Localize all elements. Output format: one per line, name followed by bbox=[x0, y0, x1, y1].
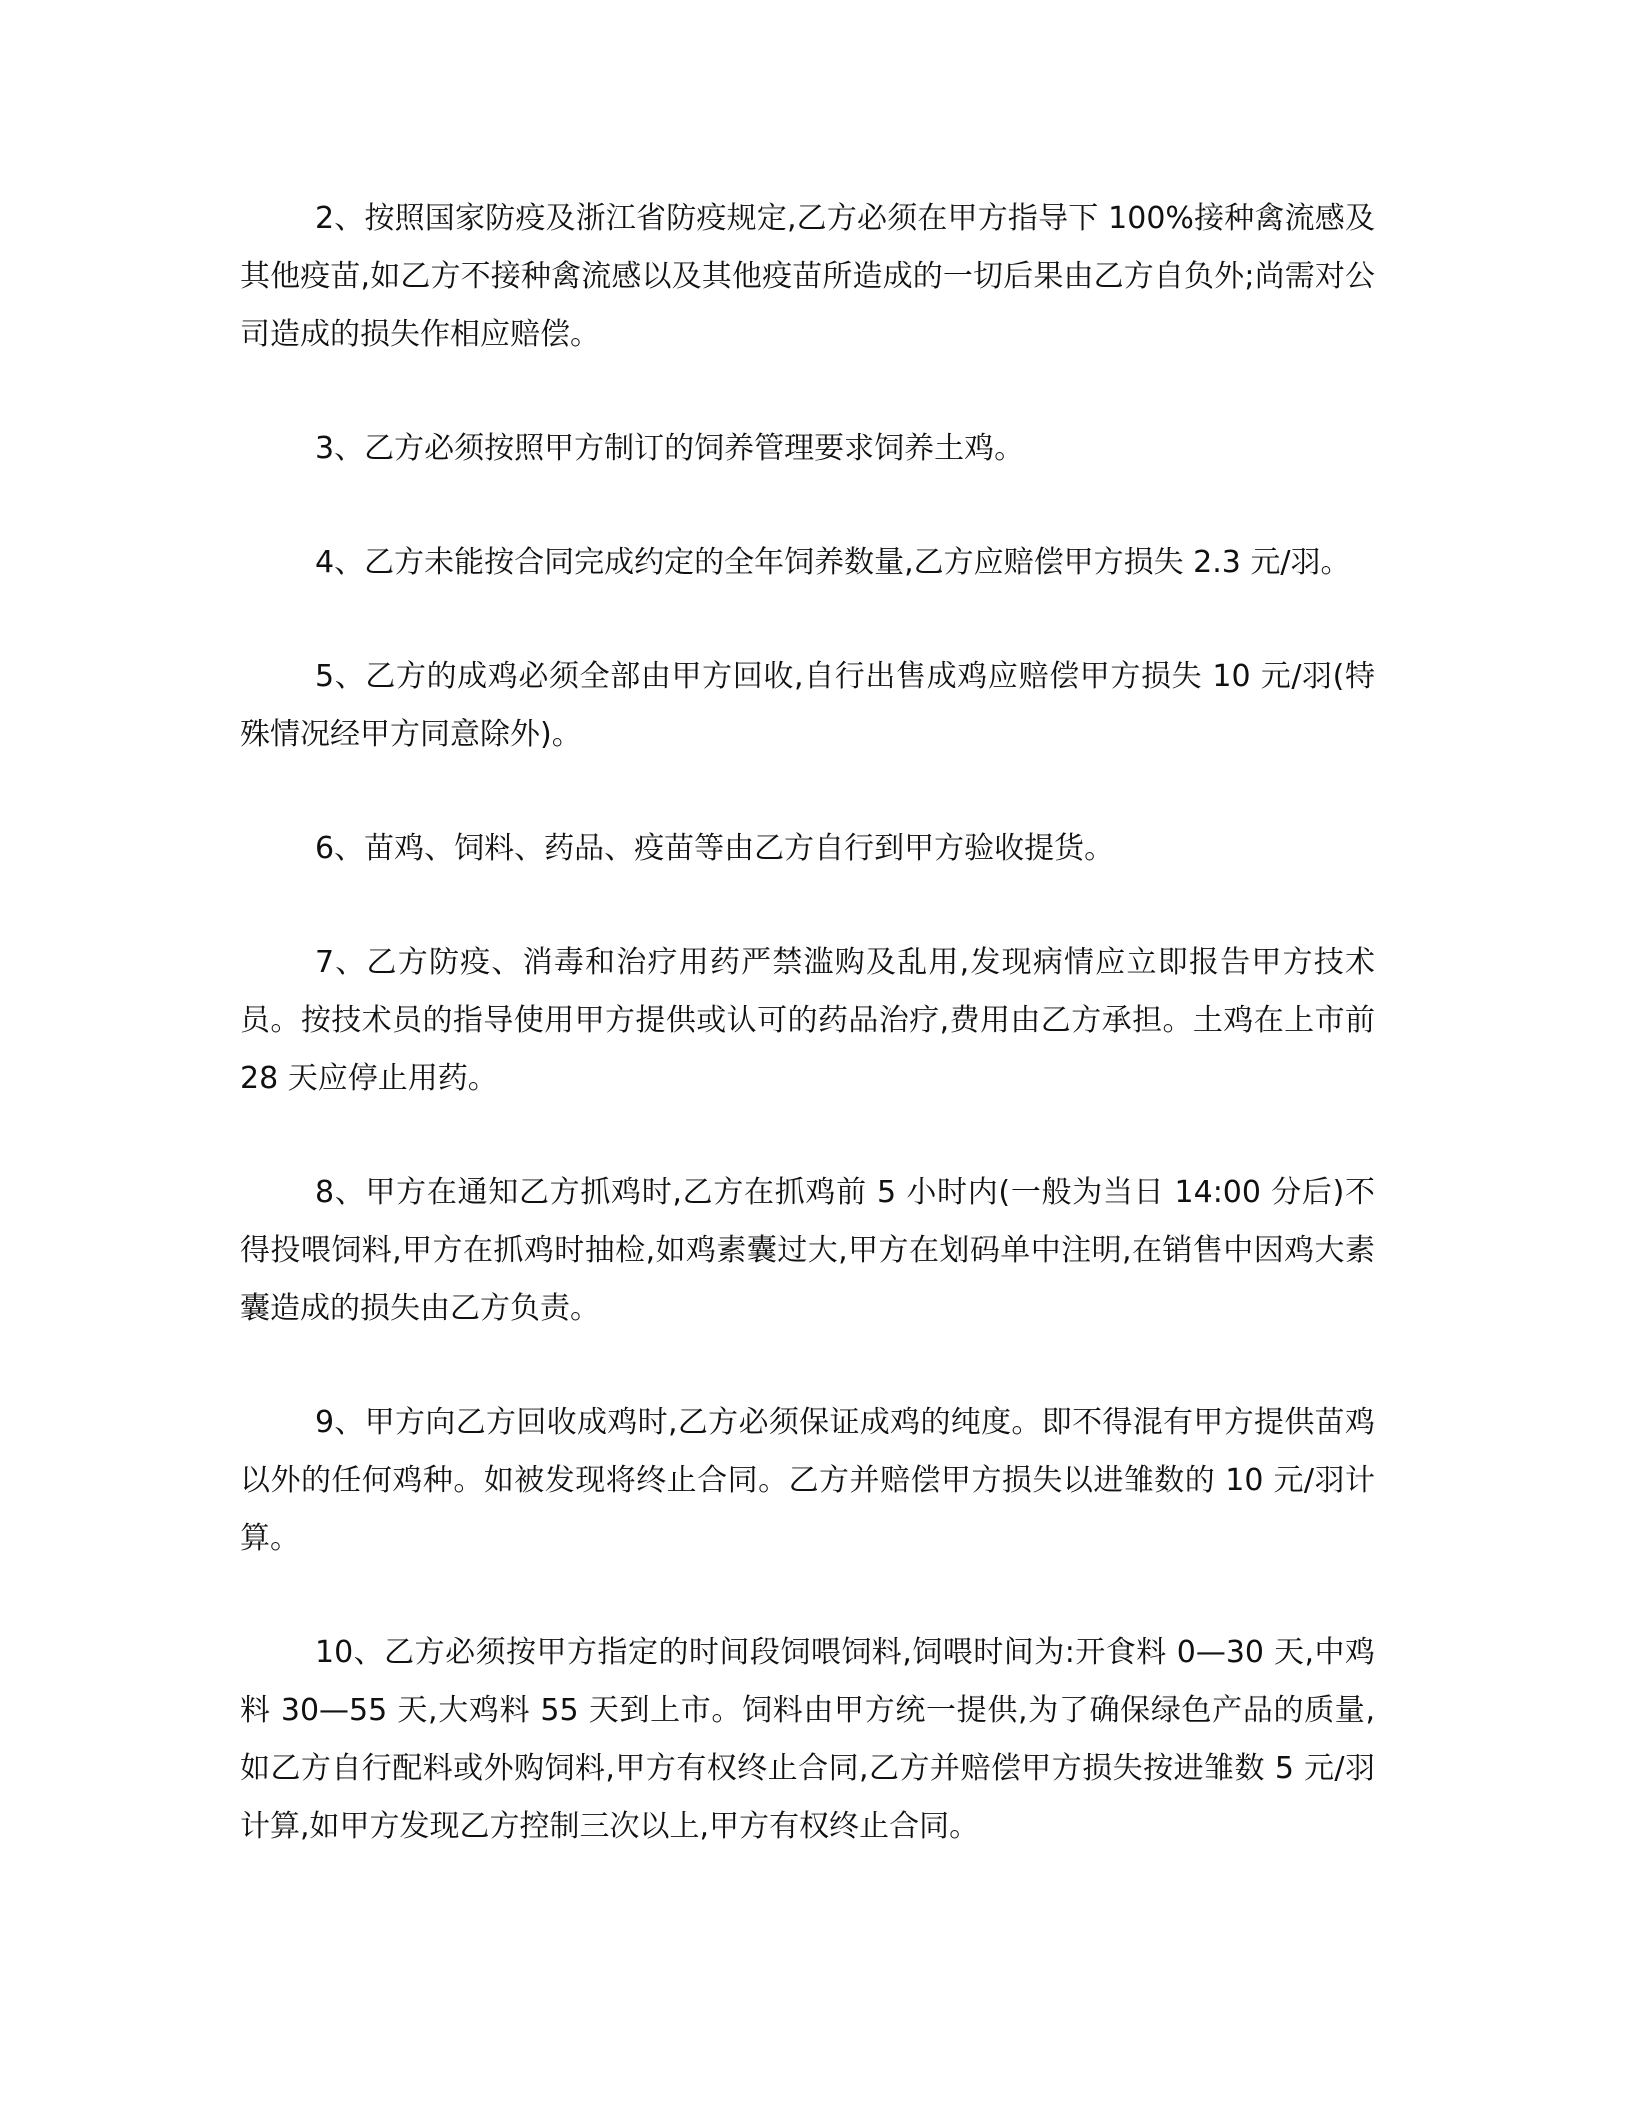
clause-4: 4、乙方未能按合同完成约定的全年饲养数量,乙方应赔偿甲方损失 2.3 元/羽。 bbox=[315, 545, 1351, 580]
document-body bbox=[240, 190, 1375, 1912]
clause-5: 5、乙方的成鸡必须全部由甲方回收,自行出售成鸡应赔偿甲方损失 10 元/羽(特殊情况经甲方同意除外)。 bbox=[240, 659, 1375, 752]
clause-3: 3、乙方必须按照甲方制订的饲养管理要求饲养土鸡。 bbox=[315, 431, 1025, 466]
clause-2: 2、按照国家防疫及浙江省防疫规定,乙方必须在甲方指导下 100%接种禽流感及其他疫苗,如乙方不接种禽流感以及其他疫苗所造成的一切后果由乙方自负外;尚需对公司造成的损失作相应赔偿。 bbox=[240, 201, 1375, 352]
clause-10: 10、乙方必须按甲方指定的时间段饲喂饲料,饲喂时间为:开食料 0—30 天,中鸡料 30—55 天,大鸡料 55 天到上市。饲料由甲方统一提供,为了确保绿色产品的质量,如乙方自行配料或外购饲料,甲方有权终止合同,乙方并赔偿甲方损失按进雏数 5 元/羽计算,如甲方发现乙方控制三次以上,甲方有权终止合同。 bbox=[240, 1635, 1375, 1844]
clause-9: 9、甲方向乙方回收成鸡时,乙方必须保证成鸡的纯度。即不得混有甲方提供苗鸡以外的任何鸡种。如被发现将终止合同。乙方并赔偿甲方损失以进雏数的 10 元/羽计算。 bbox=[240, 1405, 1375, 1556]
clause-6: 6、苗鸡、饲料、药品、疫苗等由乙方自行到甲方验收提货。 bbox=[315, 831, 1115, 866]
clause-7: 7、乙方防疫、消毒和治疗用药严禁滥购及乱用,发现病情应立即报告甲方技术员。按技术员的指导使用甲方提供或认可的药品治疗,费用由乙方承担。土鸡在上市前 28 天应停止用药。 bbox=[240, 945, 1375, 1096]
clause-8: 8、甲方在通知乙方抓鸡时,乙方在抓鸡前 5 小时内(一般为当日 14:00 分后)不得投喂饲料,甲方在抓鸡时抽检,如鸡素囊过大,甲方在划码单中注明,在销售中因鸡大素囊造成的损失由乙方负责。 bbox=[240, 1175, 1375, 1326]
